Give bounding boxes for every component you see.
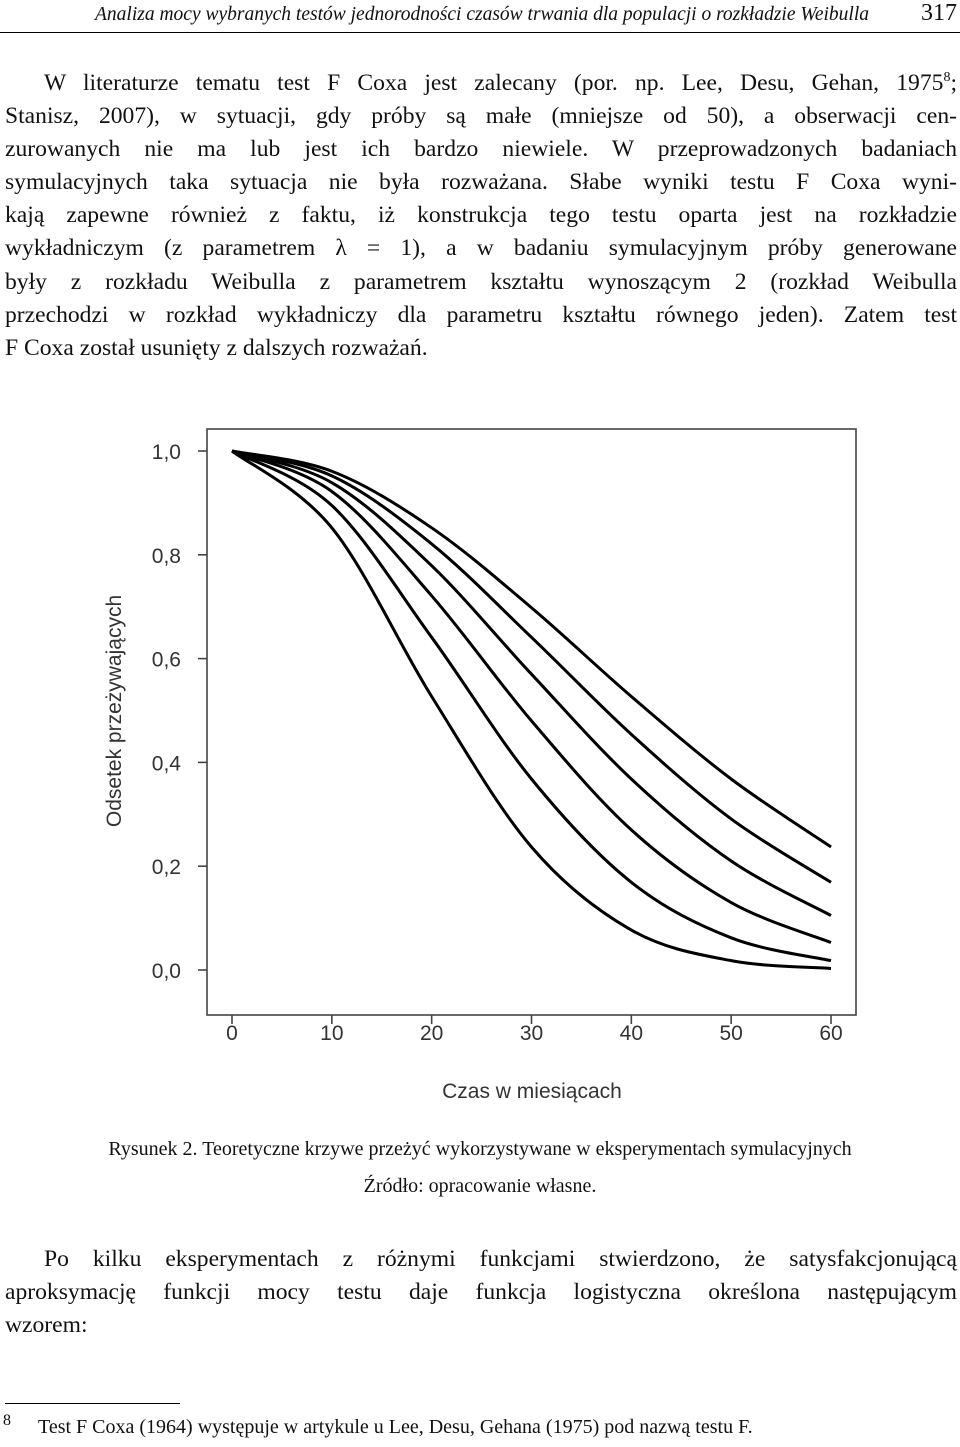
paragraph-line: były z rozkładu Weibulla z parametrem kształtu wynoszącym 2 (rozkład Weibulla	[5, 268, 957, 295]
series-group	[232, 451, 831, 968]
paragraph-line: W literaturze tematu test F Coxa jest zalecany (por. np. Lee, Desu, Gehan, 1975$^8$;	[44, 70, 957, 96]
x-tick-label: 10	[320, 1022, 344, 1045]
page-header	[0, 0, 960, 33]
x-axis	[226, 1015, 843, 1045]
survival-chart	[0, 400, 960, 1120]
x-tick-label: 60	[819, 1022, 843, 1045]
paragraph-line: F Coxa został usunięty z dalszych rozważań.	[5, 334, 428, 361]
y-tick-label: 0,0	[151, 960, 181, 983]
x-axis-label: Czas w miesiącach	[442, 1080, 622, 1103]
x-tick-label: 50	[719, 1022, 743, 1045]
x-tick-label: 0	[226, 1022, 238, 1045]
paragraph-line: zurowanych nie ma lub jest ich bardzo niewiele. W przeprowadzonych badaniach	[5, 136, 957, 163]
y-axis-label: Odsetek przeżywających	[103, 594, 126, 828]
x-tick-label: 30	[519, 1022, 544, 1045]
survival-curve-line	[232, 451, 831, 847]
x-tick-label: 40	[619, 1022, 644, 1045]
footnote	[3, 1412, 753, 1439]
y-tick-label: 1,0	[151, 441, 181, 464]
paragraph-line: wzorem:	[5, 1312, 88, 1339]
paragraph-line: kają zapewne również z faktu, iż konstrukcja tego testu oparta jest na rozkładzie	[5, 202, 957, 229]
y-tick-label: 0,4	[151, 752, 181, 776]
survival-curves-figure	[0, 400, 960, 1120]
page-number: 317	[921, 0, 957, 26]
x-tick-label: 20	[419, 1022, 444, 1045]
figure-source: Źródło: opracowanie własne.	[363, 1175, 597, 1197]
footnote-mark: 8	[3, 1412, 11, 1429]
survival-curve-line	[232, 451, 831, 961]
paragraph-line: aproksymację funkcji mocy testu daje funkcja logistyczna określona następującym	[5, 1279, 957, 1306]
survival-curve-line	[232, 451, 831, 968]
paragraph-line: symulacyjnych taka sytuacja nie była rozważana. Słabe wyniki testu F Coxa wyni-	[5, 169, 957, 196]
paragraph-cox-test	[5, 67, 957, 365]
figure-caption: Rysunek 2. Teoretyczne krzywe przeżyć wykorzystywane w eksperymentach symulacyjnych	[108, 1138, 852, 1160]
footnote-ref[interactable]: 8	[943, 70, 951, 85]
y-axis	[152, 441, 207, 983]
y-tick-label: 0,8	[151, 544, 181, 568]
footnote-rule	[5, 1403, 180, 1404]
running-title: Analiza mocy wybranych testów jednorodności czasów trwania dla populacji o rozkładzie Weibulla	[95, 4, 869, 25]
paragraph-line: przechodzi w rozkład wykładniczy dla parametru kształtu równego jeden). Zatem test	[5, 301, 957, 328]
y-tick-label: 0,6	[151, 648, 181, 672]
header-rule	[0, 32, 960, 33]
paragraph-line: Stanisz, 2007), w sytuacji, gdy próby są małe (mniejsze od 50), a obserwacji cen-	[5, 103, 957, 130]
y-tick-label: 0,2	[151, 856, 181, 880]
paragraph-line: Po kilku eksperymentach z różnymi funkcjami stwierdzono, że satysfakcjonującą	[44, 1246, 957, 1272]
paragraph-logistic	[5, 1243, 957, 1342]
paragraph-line: wykładniczym (z parametrem λ = 1), a w badaniu symulacyjnym próby generowane	[5, 235, 957, 262]
footnote-text: Test F Coxa (1964) występuje w artykule u Lee, Desu, Gehana (1975) pod nazwą testu F.	[38, 1416, 753, 1438]
